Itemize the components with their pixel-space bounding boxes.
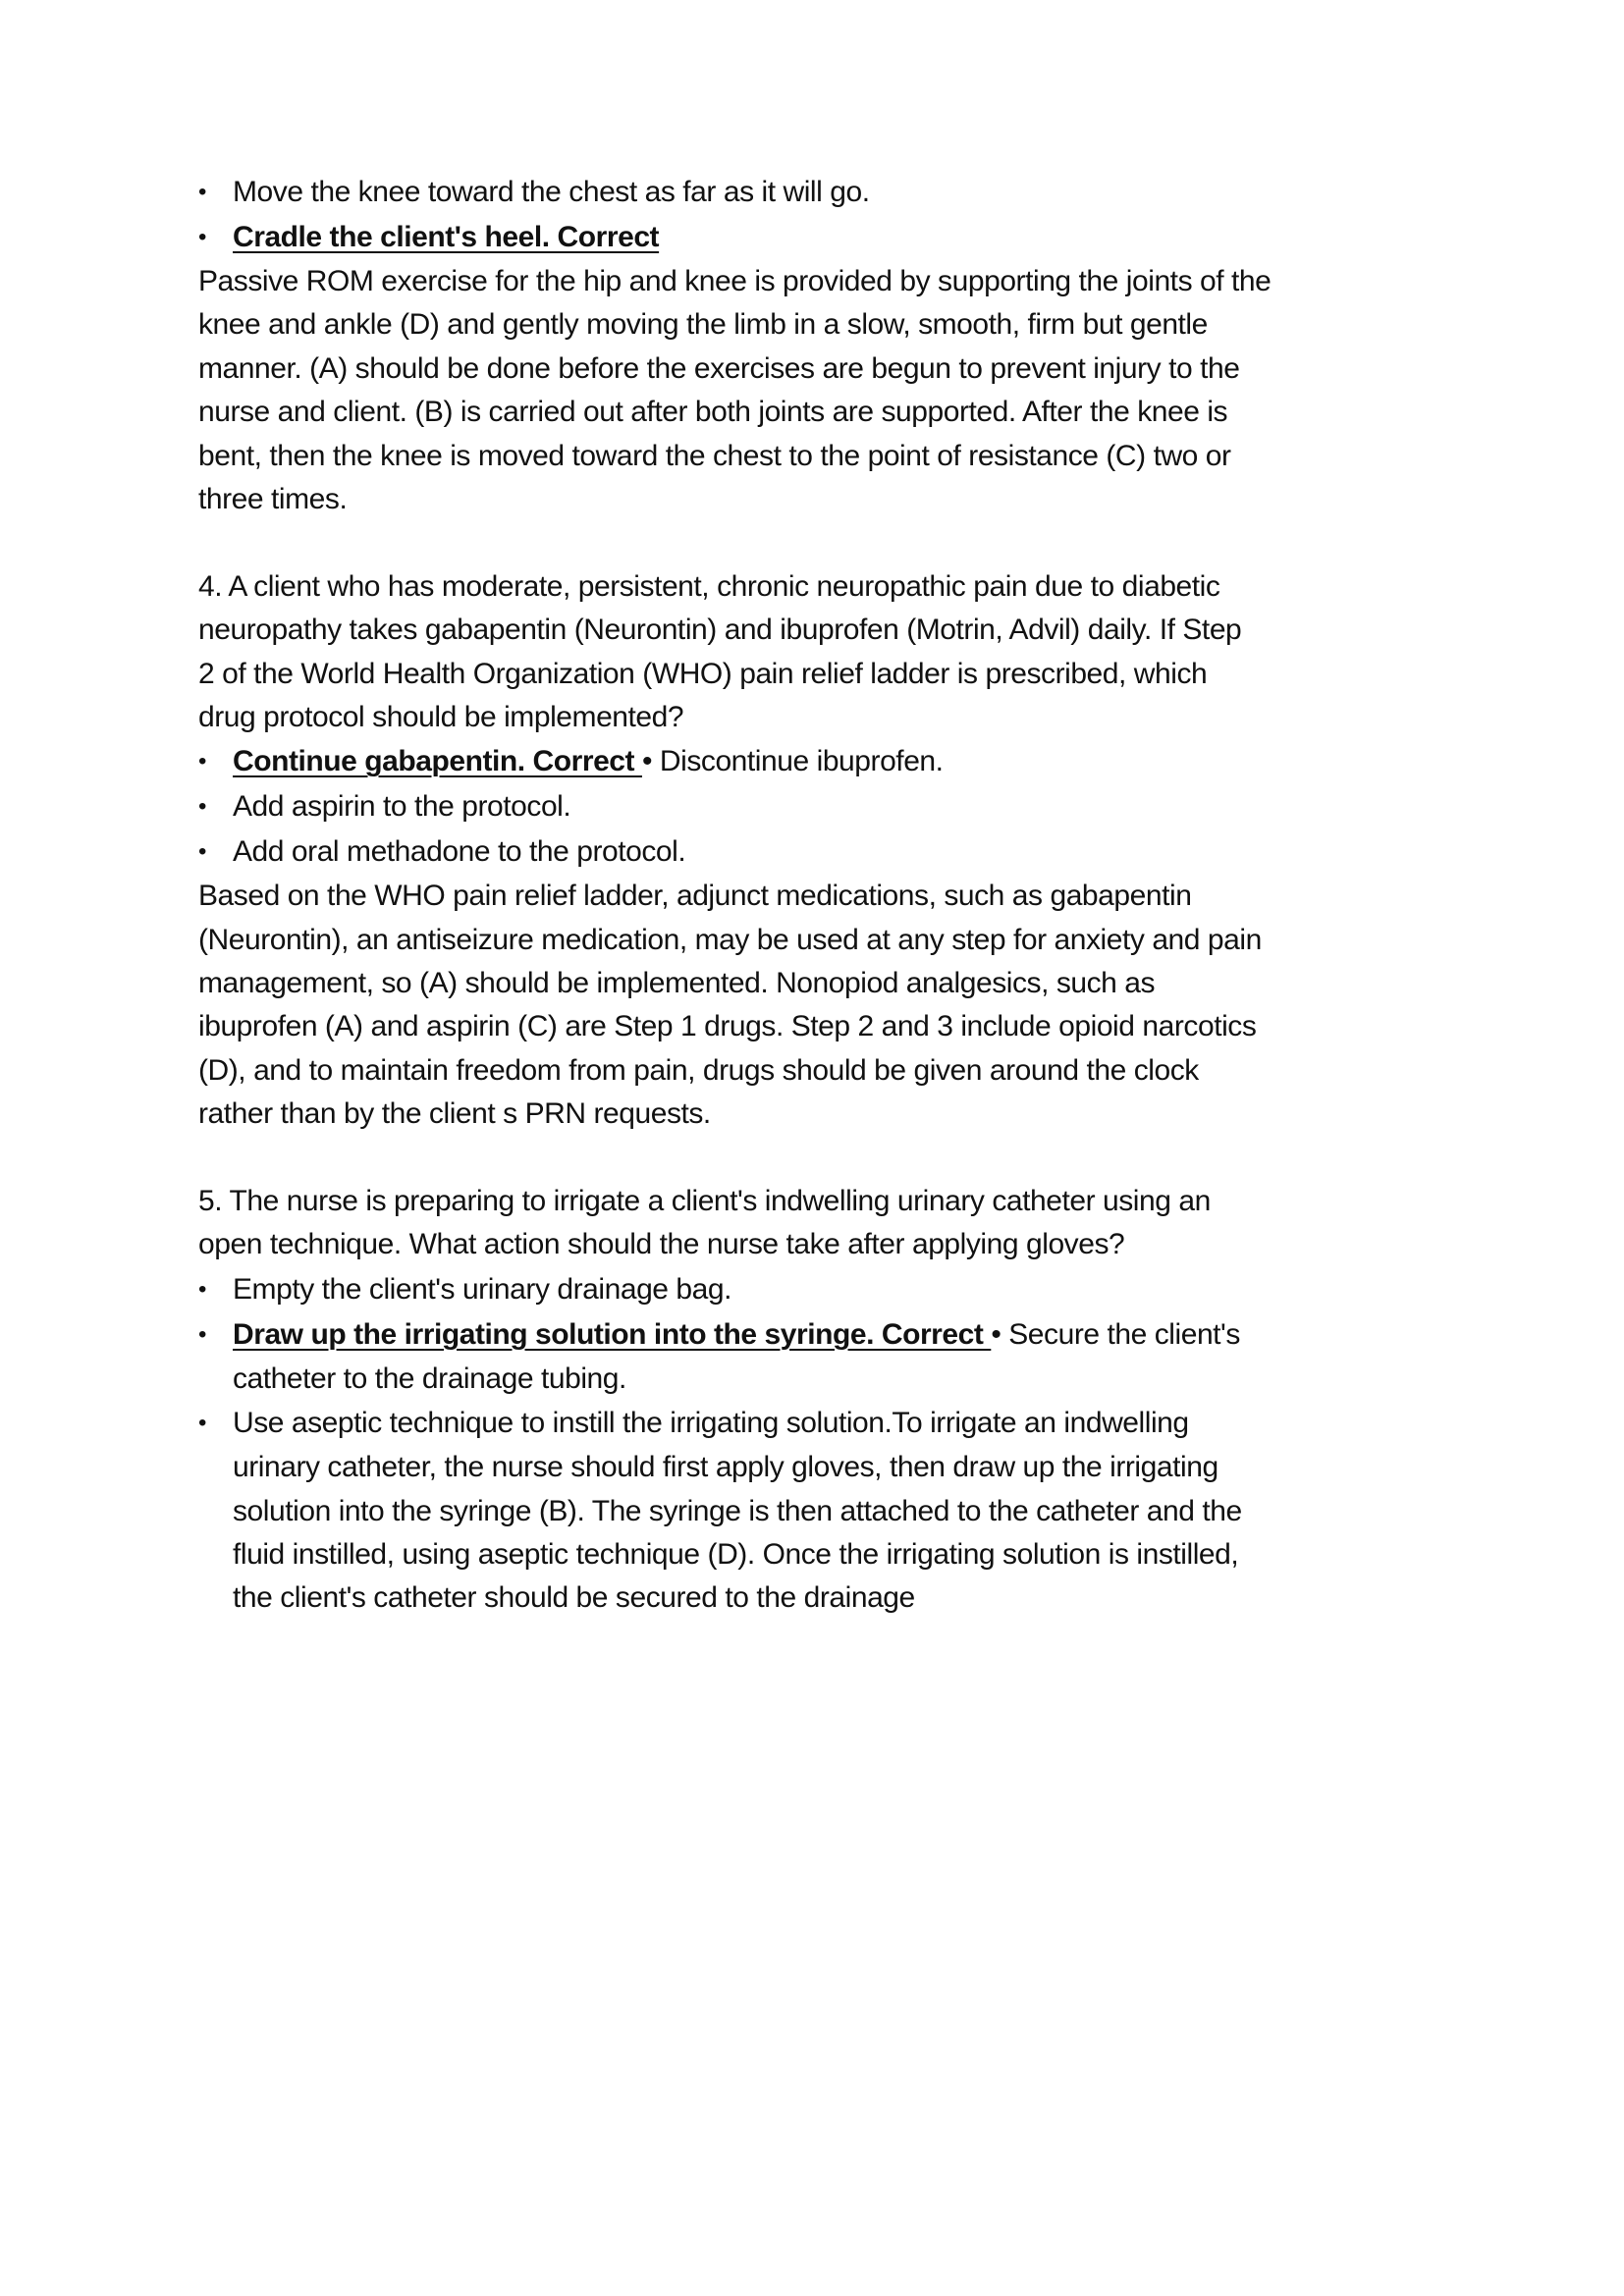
text-span: Add oral methadone to the protocol. bbox=[233, 835, 686, 869]
correct-answer: Cradle the client's heel. Correct bbox=[233, 221, 660, 253]
text-line bbox=[198, 609, 1534, 652]
text-span: drug protocol should be implemented? bbox=[198, 700, 684, 733]
text-span: Empty the client's urinary drainage bag. bbox=[233, 1272, 732, 1306]
text-span: three times. bbox=[198, 482, 348, 515]
text-span: solution into the syringe (B). The syringe is then attached to the catheter and the bbox=[233, 1494, 1242, 1527]
bullet-item bbox=[198, 170, 1534, 215]
bullet-item bbox=[198, 1312, 1534, 1358]
text-block bbox=[198, 565, 1534, 1137]
text-line bbox=[198, 1180, 1534, 1223]
bullet-icon: • bbox=[198, 793, 206, 821]
text-span: ibuprofen (A) and aspirin (C) are Step 1 drugs. Step 2 and 3 include opioid narcotics bbox=[198, 1010, 1257, 1043]
text-line bbox=[198, 478, 1534, 521]
bullet-item bbox=[198, 739, 1534, 784]
text-span: the client's catheter should be secured to the drainage bbox=[233, 1581, 915, 1615]
text-span: fluid instilled, using aseptic technique (D). Once the irrigating solution is instilled, bbox=[233, 1537, 1239, 1571]
text-line bbox=[198, 435, 1534, 478]
text-line bbox=[198, 1358, 1534, 1401]
text-span: • Discontinue ibuprofen. bbox=[641, 745, 944, 778]
text-line bbox=[198, 962, 1534, 1005]
bullet-item bbox=[198, 215, 1534, 260]
text-span: Passive ROM exercise for the hip and knee is provided by supporting the joints of the bbox=[198, 265, 1272, 297]
text-span: Move the knee toward the chest as far as it will go. bbox=[233, 176, 870, 208]
document-page bbox=[198, 170, 1534, 1621]
text-block bbox=[198, 170, 1534, 521]
text-span: 2 of the World Health Organization (WHO) pain relief ladder is prescribed, which bbox=[198, 657, 1208, 690]
bullet-icon: • bbox=[198, 838, 206, 866]
text-block bbox=[198, 1180, 1534, 1621]
bullet-icon: • bbox=[198, 179, 206, 205]
text-span: neuropathy takes gabapentin (Neurontin) and ibuprofen (Motrin, Advil) daily. If Step bbox=[198, 614, 1242, 647]
text-span: urinary catheter, the nurse should first apply gloves, then draw up the irrigating bbox=[233, 1451, 1218, 1484]
text-line bbox=[198, 303, 1534, 347]
text-line bbox=[198, 1576, 1534, 1620]
text-line bbox=[198, 696, 1534, 739]
correct-answer: Draw up the irrigating solution into the syringe. Correct bbox=[233, 1317, 992, 1351]
text-span: catheter to the drainage tubing. bbox=[233, 1362, 626, 1395]
text-line bbox=[198, 1533, 1534, 1576]
text-span: • Secure the client's bbox=[991, 1317, 1240, 1351]
text-line bbox=[198, 875, 1534, 918]
text-line bbox=[198, 1223, 1534, 1266]
text-line bbox=[198, 391, 1534, 434]
text-span: manner. (A) should be done before the exercises are begun to prevent injury to the bbox=[198, 351, 1240, 385]
paragraph-spacer bbox=[198, 1137, 1534, 1180]
text-span: (Neurontin), an antiseizure medication, may be used at any step for anxiety and pain bbox=[198, 923, 1262, 956]
text-line bbox=[198, 653, 1534, 696]
text-line bbox=[198, 565, 1534, 609]
correct-answer: Continue gabapentin. Correct bbox=[233, 745, 642, 778]
text-span: bent, then the knee is moved toward the chest to the point of resistance (C) two or bbox=[198, 439, 1231, 472]
paragraph-spacer bbox=[198, 521, 1534, 564]
bullet-item bbox=[198, 1401, 1534, 1446]
text-span: rather than by the client s PRN requests. bbox=[198, 1097, 711, 1131]
text-line bbox=[198, 1005, 1534, 1048]
text-line bbox=[198, 1446, 1534, 1489]
text-line bbox=[198, 347, 1534, 391]
text-line bbox=[198, 1093, 1534, 1136]
bullet-item bbox=[198, 784, 1534, 829]
text-span: 4. A client who has moderate, persistent, chronic neuropathic pain due to diabetic bbox=[198, 569, 1220, 603]
bullet-icon: • bbox=[198, 1275, 206, 1303]
text-line bbox=[198, 260, 1534, 303]
text-span: Based on the WHO pain relief ladder, adjunct medications, such as gabapentin bbox=[198, 880, 1192, 913]
bullet-item bbox=[198, 829, 1534, 875]
text-line bbox=[198, 1049, 1534, 1093]
text-span: Use aseptic technique to instill the irrigating solution.To irrigate an indwelling bbox=[233, 1407, 1189, 1440]
text-span: open technique. What action should the nurse take after applying gloves? bbox=[198, 1228, 1125, 1261]
text-line bbox=[198, 919, 1534, 962]
bullet-icon: • bbox=[198, 224, 206, 250]
text-span: management, so (A) should be implemented. Nonopiod analgesics, such as bbox=[198, 967, 1156, 1000]
bullet-item bbox=[198, 1267, 1534, 1312]
text-span: (D), and to maintain freedom from pain, drugs should be given around the clock bbox=[198, 1053, 1199, 1087]
text-span: knee and ankle (D) and gently moving the limb in a slow, smooth, firm but gentle bbox=[198, 308, 1208, 342]
bullet-icon: • bbox=[198, 1320, 206, 1348]
bullet-icon: • bbox=[198, 1410, 206, 1437]
text-line bbox=[198, 1490, 1534, 1533]
bullet-icon: • bbox=[198, 748, 206, 775]
text-span: Add aspirin to the protocol. bbox=[233, 790, 571, 824]
text-span: nurse and client. (B) is carried out after both joints are supported. After the knee is bbox=[198, 396, 1228, 429]
text-span: 5. The nurse is preparing to irrigate a client's indwelling urinary catheter using an bbox=[198, 1185, 1211, 1218]
